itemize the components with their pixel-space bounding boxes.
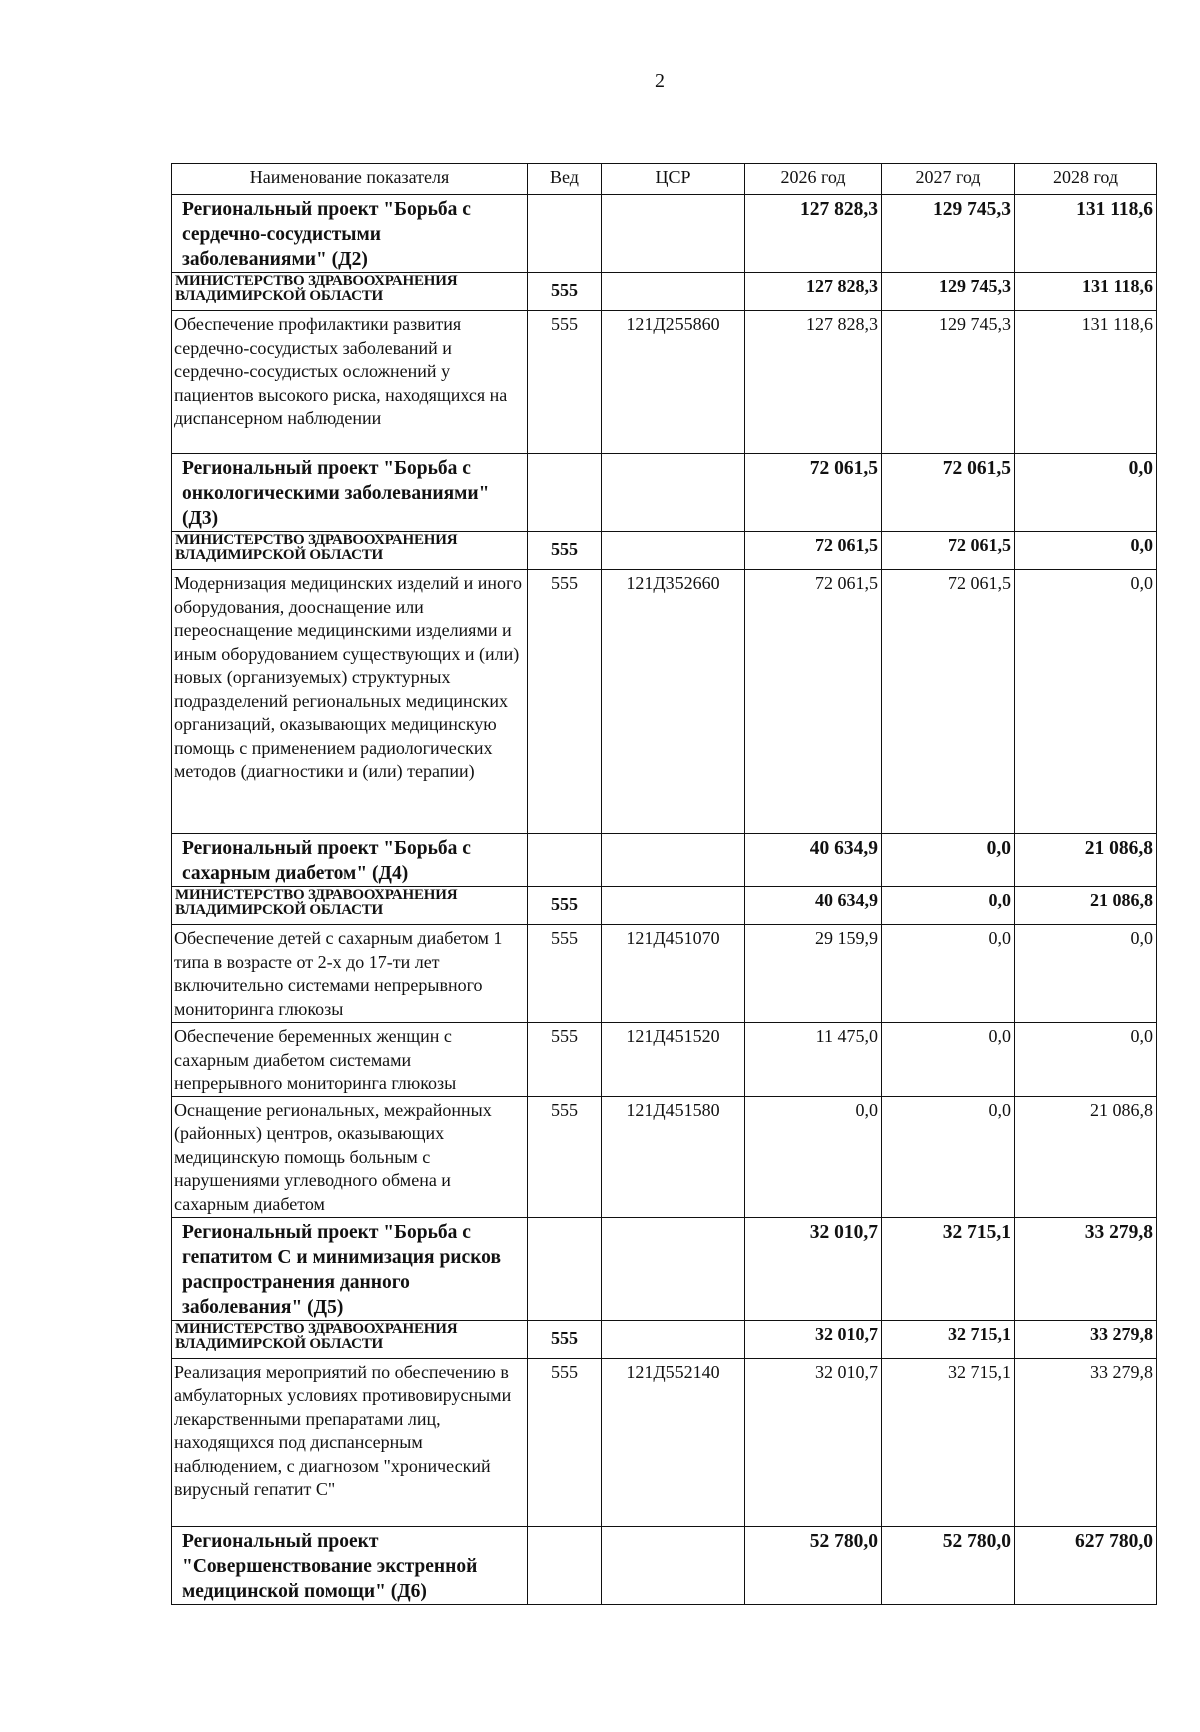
row-name: МИНИСТЕРСТВО ЗДРАВООХРАНЕНИЯ ВЛАДИМИРСКОЙ ОБЛАСТИ: [172, 273, 528, 311]
row-2028: 0,0: [1015, 454, 1157, 532]
row-2027: 32 715,1: [882, 1217, 1015, 1320]
table-row: [172, 273, 1157, 311]
row-2026: 32 010,7: [745, 1358, 882, 1526]
row-2027: 72 061,5: [882, 454, 1015, 532]
row-2028: 33 279,8: [1015, 1320, 1157, 1358]
row-2027: 32 715,1: [882, 1358, 1015, 1526]
row-csr: 121Д255860: [602, 311, 745, 454]
row-csr: [602, 887, 745, 925]
table-row: [172, 1526, 1157, 1604]
row-ved: [528, 454, 602, 532]
row-2027: 0,0: [882, 925, 1015, 1023]
row-ved: 555: [528, 570, 602, 834]
row-2026: 127 828,3: [745, 273, 882, 311]
row-2027: 72 061,5: [882, 532, 1015, 570]
row-name: Региональный проект "Совершенствование экстренной медицинской помощи" (Д6): [172, 1526, 528, 1604]
row-2028: 21 086,8: [1015, 1096, 1157, 1217]
row-ved: 555: [528, 1320, 602, 1358]
row-ved: 555: [528, 925, 602, 1023]
row-csr: 121Д552140: [602, 1358, 745, 1526]
row-2026: 32 010,7: [745, 1217, 882, 1320]
row-2026: 72 061,5: [745, 532, 882, 570]
header-2026: 2026 год: [745, 164, 882, 195]
table-row: [172, 887, 1157, 925]
row-2028: 33 279,8: [1015, 1358, 1157, 1526]
table-row: [172, 925, 1157, 1023]
row-name: Региональный проект "Борьба с онкологическими заболеваниями" (Д3): [172, 454, 528, 532]
row-2028: 0,0: [1015, 532, 1157, 570]
row-2027: 0,0: [882, 887, 1015, 925]
row-csr: [602, 1320, 745, 1358]
header-2027: 2027 год: [882, 164, 1015, 195]
row-2027: 0,0: [882, 1023, 1015, 1097]
row-2028: 21 086,8: [1015, 834, 1157, 887]
row-name: Обеспечение беременных женщин с сахарным диабетом системами непрерывного мониторинга глюкозы: [172, 1023, 528, 1097]
row-2028: 33 279,8: [1015, 1217, 1157, 1320]
header-csr: ЦСР: [602, 164, 745, 195]
row-ved: [528, 1217, 602, 1320]
row-csr: [602, 532, 745, 570]
row-2026: 72 061,5: [745, 570, 882, 834]
row-2026: 127 828,3: [745, 195, 882, 273]
row-ved: 555: [528, 273, 602, 311]
table-row: [172, 1023, 1157, 1097]
row-ved: [528, 195, 602, 273]
table-row: [172, 1320, 1157, 1358]
row-ved: 555: [528, 1358, 602, 1526]
table-row: [172, 1096, 1157, 1217]
row-name: МИНИСТЕРСТВО ЗДРАВООХРАНЕНИЯ ВЛАДИМИРСКОЙ ОБЛАСТИ: [172, 887, 528, 925]
table-header-row: [172, 164, 1157, 195]
table-row: [172, 1358, 1157, 1526]
row-name: Оснащение региональных, межрайонных (районных) центров, оказывающих медицинскую помощь больным с нарушениями углеводного обмена и сахарным диабетом: [172, 1096, 528, 1217]
row-2028: 0,0: [1015, 925, 1157, 1023]
row-csr: 121Д352660: [602, 570, 745, 834]
row-ved: 555: [528, 1023, 602, 1097]
row-csr: 121Д451070: [602, 925, 745, 1023]
row-2026: 127 828,3: [745, 311, 882, 454]
row-csr: [602, 195, 745, 273]
row-2027: 129 745,3: [882, 195, 1015, 273]
row-2028: 627 780,0: [1015, 1526, 1157, 1604]
table-row: [172, 195, 1157, 273]
row-2027: 72 061,5: [882, 570, 1015, 834]
header-name: Наименование показателя: [172, 164, 528, 195]
row-ved: 555: [528, 532, 602, 570]
row-ved: [528, 1526, 602, 1604]
header-2028: 2028 год: [1015, 164, 1157, 195]
row-ved: 555: [528, 887, 602, 925]
row-csr: 121Д451520: [602, 1023, 745, 1097]
row-2026: 40 634,9: [745, 834, 882, 887]
row-csr: [602, 273, 745, 311]
row-name: Региональный проект "Борьба с сердечно-сосудистыми заболеваниями" (Д2): [172, 195, 528, 273]
row-2026: 0,0: [745, 1096, 882, 1217]
row-ved: 555: [528, 311, 602, 454]
row-2026: 11 475,0: [745, 1023, 882, 1097]
row-csr: [602, 454, 745, 532]
row-name: Модернизация медицинских изделий и иного оборудования, дооснащение или переоснащение медицинскими изделиями и иным оборудованием существующих и (или) новых (организуемых) структурных подразделений региональных медицинских организаций, оказывающих медицинскую помощь с применением радиологических методов (диагностики и (или) терапии): [172, 570, 528, 834]
table-row: [172, 834, 1157, 887]
row-2027: 32 715,1: [882, 1320, 1015, 1358]
header-ved: Вед: [528, 164, 602, 195]
row-csr: [602, 1526, 745, 1604]
row-2028: 0,0: [1015, 570, 1157, 834]
row-name: Обеспечение детей с сахарным диабетом 1 типа в возрасте от 2-х до 17-ти лет включительно системами непрерывного мониторинга глюкозы: [172, 925, 528, 1023]
row-2028: 21 086,8: [1015, 887, 1157, 925]
row-2027: 0,0: [882, 1096, 1015, 1217]
row-name: МИНИСТЕРСТВО ЗДРАВООХРАНЕНИЯ ВЛАДИМИРСКОЙ ОБЛАСТИ: [172, 1320, 528, 1358]
row-ved: 555: [528, 1096, 602, 1217]
row-2026: 32 010,7: [745, 1320, 882, 1358]
row-2028: 0,0: [1015, 1023, 1157, 1097]
table-row: [172, 532, 1157, 570]
row-2028: 131 118,6: [1015, 273, 1157, 311]
row-2026: 40 634,9: [745, 887, 882, 925]
row-2027: 129 745,3: [882, 273, 1015, 311]
row-name: МИНИСТЕРСТВО ЗДРАВООХРАНЕНИЯ ВЛАДИМИРСКОЙ ОБЛАСТИ: [172, 532, 528, 570]
row-name: Обеспечение профилактики развития сердечно-сосудистых заболеваний и сердечно-сосудистых осложнений у пациентов высокого риска, находящихся на диспансерном наблюдении: [172, 311, 528, 454]
row-name: Региональный проект "Борьба с гепатитом С и минимизация рисков распространения данного заболевания" (Д5): [172, 1217, 528, 1320]
row-2026: 29 159,9: [745, 925, 882, 1023]
table-row: [172, 311, 1157, 454]
row-2027: 129 745,3: [882, 311, 1015, 454]
row-2027: 52 780,0: [882, 1526, 1015, 1604]
row-csr: 121Д451580: [602, 1096, 745, 1217]
row-ved: [528, 834, 602, 887]
row-name: Реализация мероприятий по обеспечению в амбулаторных условиях противовирусными лекарственными препаратами лиц, находящихся под диспансерным наблюдением, с диагнозом "хронический вирусный гепатит С": [172, 1358, 528, 1526]
page-number: 2: [655, 70, 665, 92]
table-row: [172, 454, 1157, 532]
row-2026: 52 780,0: [745, 1526, 882, 1604]
table-row: [172, 570, 1157, 834]
table-row: [172, 1217, 1157, 1320]
row-2027: 0,0: [882, 834, 1015, 887]
row-csr: [602, 834, 745, 887]
row-name: Региональный проект "Борьба с сахарным диабетом" (Д4): [172, 834, 528, 887]
budget-table: [171, 163, 1157, 1605]
row-2026: 72 061,5: [745, 454, 882, 532]
row-2028: 131 118,6: [1015, 311, 1157, 454]
row-2028: 131 118,6: [1015, 195, 1157, 273]
row-csr: [602, 1217, 745, 1320]
